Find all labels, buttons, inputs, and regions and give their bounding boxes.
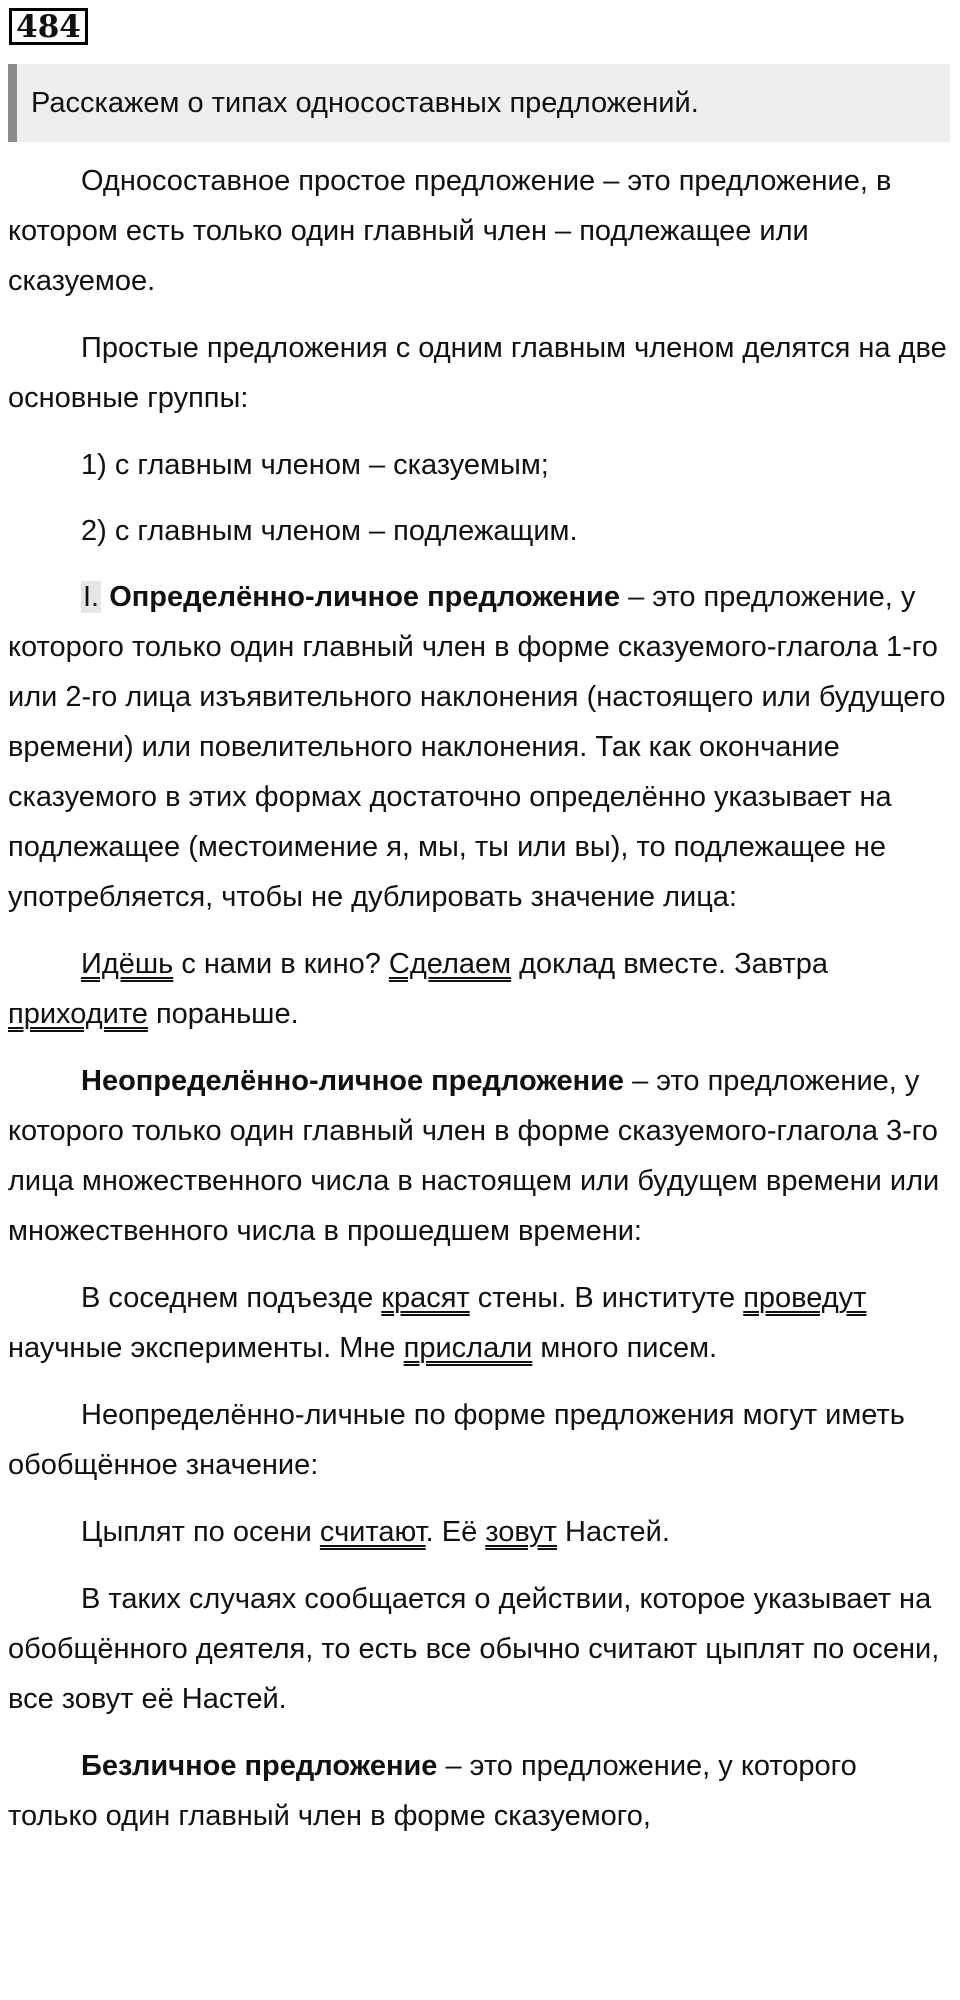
example-text: . Её — [425, 1516, 486, 1548]
paragraph-impersonal — [8, 1741, 953, 1841]
indefinite-text: – это предложение, у которого только один главный член в форме сказуемого-глагола 3-го лица множественного числа в настоящем или будущем времени или множественного числа в прошедшем времени: — [8, 1065, 940, 1247]
intro-banner: Расскажем о типах односоставных предложений. — [8, 64, 950, 142]
example-text: научные эксперименты. Мне — [8, 1332, 404, 1364]
predicate-word: Идёшь — [81, 948, 174, 980]
article-body — [8, 156, 953, 1858]
roman-numeral: I. — [83, 581, 100, 613]
example-text: пораньше. — [147, 998, 299, 1030]
term-impersonal: Безличное предложение — [81, 1750, 438, 1782]
definite-text: – это предложение, у которого только один главный член в форме сказуемого-глагола 1-го или 2-го лица изъявительного наклонения (настоящего или будущего времени) или повелительного наклонения. Так как окончание сказуемого в этих формах достаточно определённо указывает на подлежащее (местоимение я, мы, ты или вы), то подлежащее не употребляется, чтобы не дублировать значение лица: — [8, 581, 946, 913]
example-text: В соседнем подъезде — [81, 1282, 382, 1314]
predicate-word: красят — [381, 1282, 470, 1314]
predicate-word: проведут — [743, 1282, 867, 1314]
paragraph-indefinite-personal — [8, 1056, 953, 1256]
example-generalized — [8, 1507, 953, 1557]
paragraph-generalized: Неопределённо-личные по форме предложения могут иметь обобщённое значение: — [8, 1399, 905, 1481]
example-indefinite-personal — [8, 1273, 953, 1373]
impersonal-text: – это предложение, у которого только один главный член в форме сказуемого, — [8, 1750, 857, 1832]
term-indefinite-personal: Неопределённо-личное предложение — [81, 1065, 625, 1097]
example-text: стены. В институте — [469, 1282, 744, 1314]
task-number-badge: 484 — [9, 8, 88, 45]
predicate-word: зовут — [485, 1516, 557, 1548]
predicate-word: приходите — [8, 998, 148, 1030]
paragraph-definite-personal — [8, 572, 953, 922]
example-definite-personal — [8, 939, 953, 1039]
example-text: с нами в кино? — [173, 948, 389, 980]
paragraph-explanation: В таких случаях сообщается о действии, которое указывает на обобщённого деятеля, то есть все обычно считают цыплят по осени, все зовут её Настей. — [8, 1583, 940, 1715]
example-text: много писем. — [532, 1332, 718, 1364]
paragraph-definition: Односоставное простое предложение – это предложение, в котором есть только один главный член – подлежащее или сказуемое. — [8, 165, 892, 297]
predicate-word: Сделаем — [388, 948, 512, 980]
term-definite-personal: Определённо-личное предложение — [109, 581, 621, 613]
list-item: 2) с главным членом – подлежащим. — [81, 515, 578, 547]
predicate-word: считают — [319, 1516, 426, 1548]
list-item: 1) с главным членом – сказуемым; — [81, 449, 549, 481]
paragraph-groups: Простые предложения с одним главным членом делятся на две основные группы: — [8, 332, 947, 414]
predicate-word: прислали — [403, 1332, 533, 1364]
example-text: Настей. — [556, 1516, 670, 1548]
example-text: доклад вместе. Завтра — [511, 948, 829, 980]
example-text: Цыплят по осени — [81, 1516, 320, 1548]
